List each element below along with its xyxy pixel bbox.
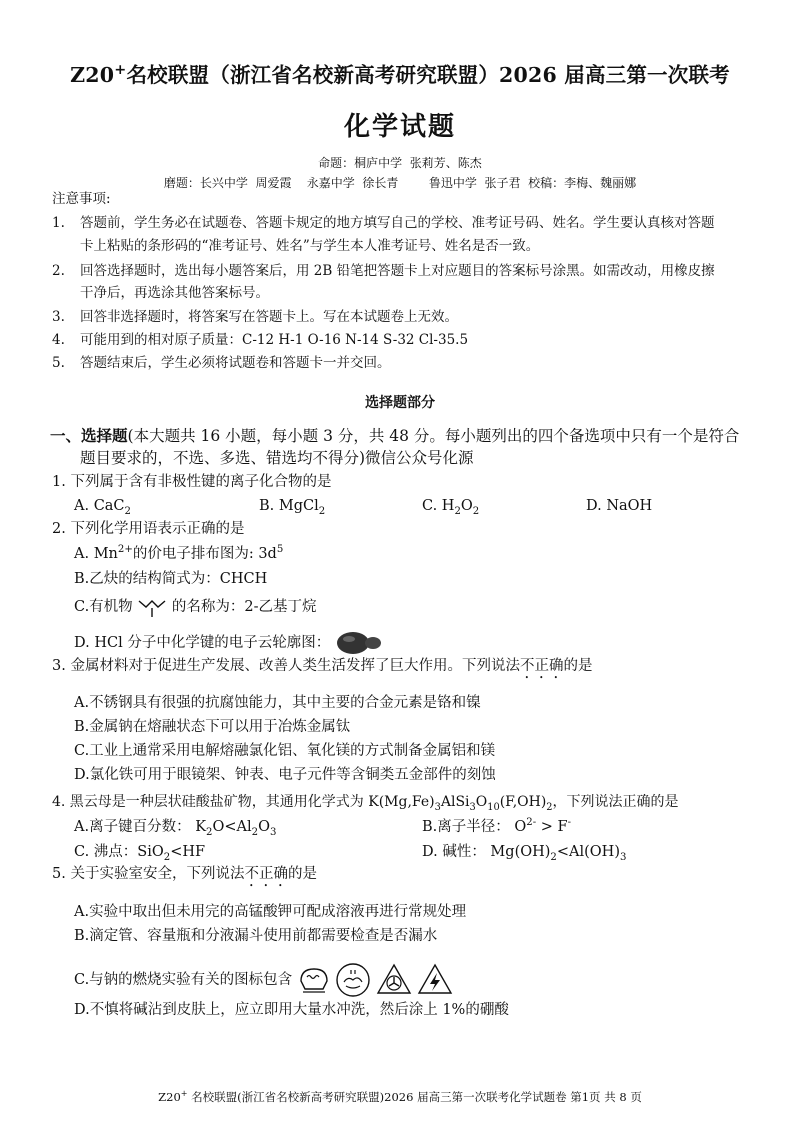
note-5-line-1: 答题结束后，学生必须将试题卷和答题卡一并交回。: [80, 355, 391, 371]
q3-option-d: D.氯化铁可用于眼镜架、钟表、电子元件等含铜类五金部件的刻蚀: [74, 767, 496, 783]
note-4-line-1: 可能用到的相对原子质量：C-12 H-1 O-16 N-14 S-32 Cl-35.5: [80, 332, 469, 348]
q3-stem: 3. 金属材料对于促进生产发展、改善人类生活发挥了巨大作用。下列说法不正确的是: [52, 658, 593, 674]
wash-hands-icon: [335, 962, 371, 998]
note-3-num: 3.: [52, 309, 65, 325]
q4-option-a: A.离子键百分数： $K_2O<Al_2O_3$: [74, 819, 277, 838]
note-3-line-1: 回答非选择题时，将答案写在答题卡上。写在本试题卷上无效。: [80, 309, 458, 325]
note-1-line-2: 卡上粘贴的条形码的“准考证号、姓名”与学生本人准考证号、姓名是否一致。: [80, 238, 540, 254]
q2-option-d: D. HCl 分子中化学键的电子云轮廓图：: [74, 630, 383, 656]
q4-stem: 4. 黑云母是一种层状硅酸盐矿物，其通用化学式为 $K(Mg,Fe)_3AlSi_3O_{10}(F,OH)_2$，下列说法正确的是: [52, 794, 679, 813]
electricity-icon: [417, 962, 453, 998]
credit-line-2: 磨题：长兴中学 周爱霞 永嘉中学 徐长青 鲁迅中学 张子君 校稿：李梅、魏丽娜: [163, 176, 637, 190]
exam-title: Z20+名校联盟（浙江省名校新高考研究联盟）2026 届高三第一次联考: [70, 62, 730, 87]
q2-stem: 2. 下列化学用语表示正确的是: [52, 521, 245, 537]
note-2-num: 2.: [52, 263, 65, 279]
ventilation-icon: [376, 962, 412, 998]
note-4-num: 4.: [52, 332, 65, 348]
q1-option-c: C. $H_2O_2$: [422, 498, 480, 517]
q4-option-c: C. 沸点：SiO$_2$<HF: [74, 844, 206, 863]
q4-option-b: B.离子半径： $O^{2-} > F^-$: [422, 817, 571, 835]
section-title: 选择题部分: [365, 395, 435, 411]
section1-intro: 一、选择题(本大题共 16 小题，每小题 3 分，共 48 分。每小题列出的四个备选项中只有一个是符合: [50, 426, 740, 445]
exam-subtitle: 化学试题: [343, 112, 456, 142]
hot-surface-icon: [297, 963, 331, 997]
note-1-num: 1.: [52, 215, 65, 231]
q3-option-c: C.工业上通常采用电解熔融氯化铝、氧化镁的方式制备金属铝和镁: [74, 743, 496, 759]
q2-option-b: B.乙炔的结构简式为：CHCH: [74, 571, 268, 587]
skeletal-formula-icon: [137, 596, 167, 618]
page-footer: Z20+ 名校联盟(浙江省名校新高考研究联盟)2026 届高三第一次联考化学试题卷 第1页 共 8 页: [158, 1089, 642, 1104]
q1-stem: 1. 下列属于含有非极性键的离子化合物的是: [52, 474, 332, 490]
note-2-line-1: 回答选择题时，选出每小题答案后，用 2B 铅笔把答题卡上对应题目的答案标号涂黑。如需改动，用橡皮擦: [80, 263, 715, 279]
notes-heading: 注意事项:: [52, 191, 111, 207]
q1-option-b: B. MgCl$_2$: [259, 498, 326, 517]
note-5-num: 5.: [52, 355, 65, 371]
q2-option-a: A. $Mn^{2+}$的价电子排布图为: $3d^5$: [74, 544, 284, 562]
q1-option-a: A. CaC$_2$: [74, 498, 131, 517]
q5-option-d: D.不慎将碱沾到皮肤上，应立即用大量水冲洗，然后涂上 1%的硼酸: [74, 1002, 509, 1018]
q5-stem: 5. 关于实验室安全，下列说法不正确的是: [52, 866, 317, 882]
note-2-line-2: 干净后，再选涂其他答案标号。: [80, 285, 269, 301]
note-1-line-1: 答题前，学生务必在试题卷、答题卡规定的地方填写自己的学校、准考证号码、姓名。学生要认真核对答题: [80, 215, 715, 231]
q2-option-c: C.有机物 的名称为：2-乙基丁烷: [74, 596, 317, 618]
q4-option-d: D. 碱性： $Mg(OH)_2<Al(OH)_3$: [422, 844, 627, 863]
q3-option-b: B.金属钠在熔融状态下可以用于冶炼金属钛: [74, 719, 351, 735]
q5-option-a: A.实验中取出但未用完的高锰酸钾可配成溶液再进行常规处理: [74, 904, 467, 920]
credit-line-1: 命题：桐庐中学 张莉芳、陈杰: [318, 156, 482, 170]
electron-cloud-icon: [335, 630, 383, 656]
q5-option-b: B.滴定管、容量瓶和分液漏斗使用前都需要检查是否漏水: [74, 928, 438, 944]
q5-option-c: C.与钠的燃烧实验有关的图标包含: [74, 962, 453, 998]
section1-intro-line-2: 题目要求的，不选、多选、错选均不得分)微信公众号化源: [80, 449, 474, 467]
q3-option-a: A.不锈钢具有很强的抗腐蚀能力，其中主要的合金元素是铬和镍: [74, 695, 481, 711]
q1-option-d: D. NaOH: [586, 498, 653, 514]
